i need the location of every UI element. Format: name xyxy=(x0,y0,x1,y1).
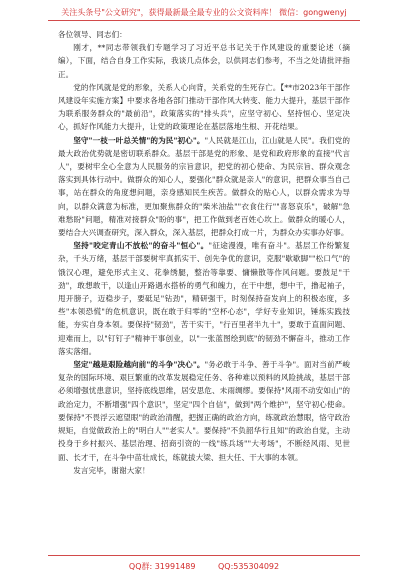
paragraph-determination xyxy=(58,358,350,464)
paragraph-initial-heart xyxy=(58,134,350,240)
paragraph-text: "人民就是江山，江山就是人民"。我们党的最大政治优势就是密切联系群众。基层干部是党的形象、是党和政府形象的直接"代言人"，要树牢全心全意为人民服务的宗旨意识，把党的初心使命、为民宗旨、群众观念落实到具体行动中。做群众的知心人，要强化"群众就是亲人"的意识，把群众事当自己事，站在群众的角度想问题，亲身感知民生疾苦。做群众的贴心人，以群众需求为导向，以群众满意为标准，更加聚焦群众的"柴米油盐""衣食住行""喜怒哀乐"，破解"急难愁盼"问题，精准对接群众"盼的事"，把工作做到老百姓心坎上。做群众的暖心人，要结合大兴调查研究，深入群众，深入基层，把群众打成一片，为群众办实事办好事。 xyxy=(58,135,350,238)
footer-qq: QQ:535304092 xyxy=(218,562,280,571)
speech-body xyxy=(58,28,350,544)
paragraph-context xyxy=(58,81,350,134)
header-divider xyxy=(48,20,360,21)
paragraph-perseverance xyxy=(58,239,350,358)
header-banner xyxy=(0,0,408,20)
footer-qq-group: QQ群: 31991489 xyxy=(128,562,196,571)
paragraph-lead: 坚定"越是艰险越向前"的斗争"决心"。 xyxy=(73,360,205,370)
paragraph-text: "务必敢于斗争、善于斗争"。面对当前严峻复杂的国际环境、艰巨繁重的改革发展稳定任务、各种难以预料的风险挑战，基层干部必须增强忧患意识，坚持底线思维，居安思危、未雨绸缪。要保持"风雨不动安如山"的政治定力，不断增强"四个意识"，坚定"四个自信"，做到"两个维护"，坚守初心使命。要保持"不畏浮云遮望眼"的政治清醒，把握正确的政治方向，练就政治慧眼，恪守政治规矩，自觉做政治上的"明白人""老实人"。要保持"不负韶华行且知"的政治自觉，主动投身于乡村振兴、基层治理、招商引资的一线"练兵场""大考场"，不断经风雨、见世面、长才干，在斗争中苗壮成长，练就拔大梁、担大任、干大事的本领。 xyxy=(58,360,350,462)
footer-contact xyxy=(0,561,408,572)
paragraph-lead: 坚持"咬定青山不放松"的奋斗"恒心"。 xyxy=(73,241,209,251)
paragraph-closing xyxy=(58,464,350,477)
paragraph-text: 刚才，**同志带领我们专题学习了习近平总书记关于作风建设的重要论述（摘编），下面，结合自身工作实际，我谈几点体会，以供同志们参考，不当之处请批评指正。 xyxy=(58,43,350,79)
greeting: 各位领导、同志们： xyxy=(58,30,127,39)
paragraph-intro xyxy=(58,41,350,81)
footer-divider xyxy=(48,555,360,556)
paragraph-text: 发言完毕，谢谢大家！ xyxy=(73,465,150,475)
paragraph-lead: 坚守"一枝一叶总关情"的为民"初心"。 xyxy=(73,135,205,145)
paragraph-text: "征途漫漫，唯有奋斗"。基层工作纷繁复杂，千头万绪，基层干部要树牢真抓实干、创先争优的意识，克服"歇歇脚""松口气"的饿汉心理，避免形式主义、花拳绣腿，整治等靠要、慵懒散等作风问题。要鼓足"干劲"，敢想敢干，以逢山开路遇水搭桥的勇气和魄力，在干中想，想中干，撸起袖子，甩开膀子，迈稳步子，要砥足"钻劲"，精研强干，时刻保持奋发向上的积极态度，多些"本领恐慌"的危机意识，既在敢于归零的"空杯心态"，学好专业知识，锤炼实践技能，夯实自身本领。要保持"韧劲"，苦干实干，"行百里者半九十"，要敢于直面问题、迎难而上，以"钉钉子"精神干事创业，以"一张蓝图绘到底"的韧劲不懈奋斗，推动工作落实落细。 xyxy=(58,241,350,356)
header-notice: 关注头条号"公文研究"，获得最新最全最专业的公文资料库！ 微信：gongwenyj xyxy=(61,8,347,17)
paragraph-text: 党的作风就是党的形象，关系人心向背，关系党的生死存亡。【**市2023年干部作风建设年实施方案】中要求各地各部门推动干部作风大转变、能力大提升，基层干部作为联系服务群众的"最前沿"，政策落实的"排头兵"，应坚守初心、坚持恒心、坚定决心，抓好作风能力大提升，让党的政策理论在基层落地生根、开花结果。 xyxy=(58,82,350,132)
